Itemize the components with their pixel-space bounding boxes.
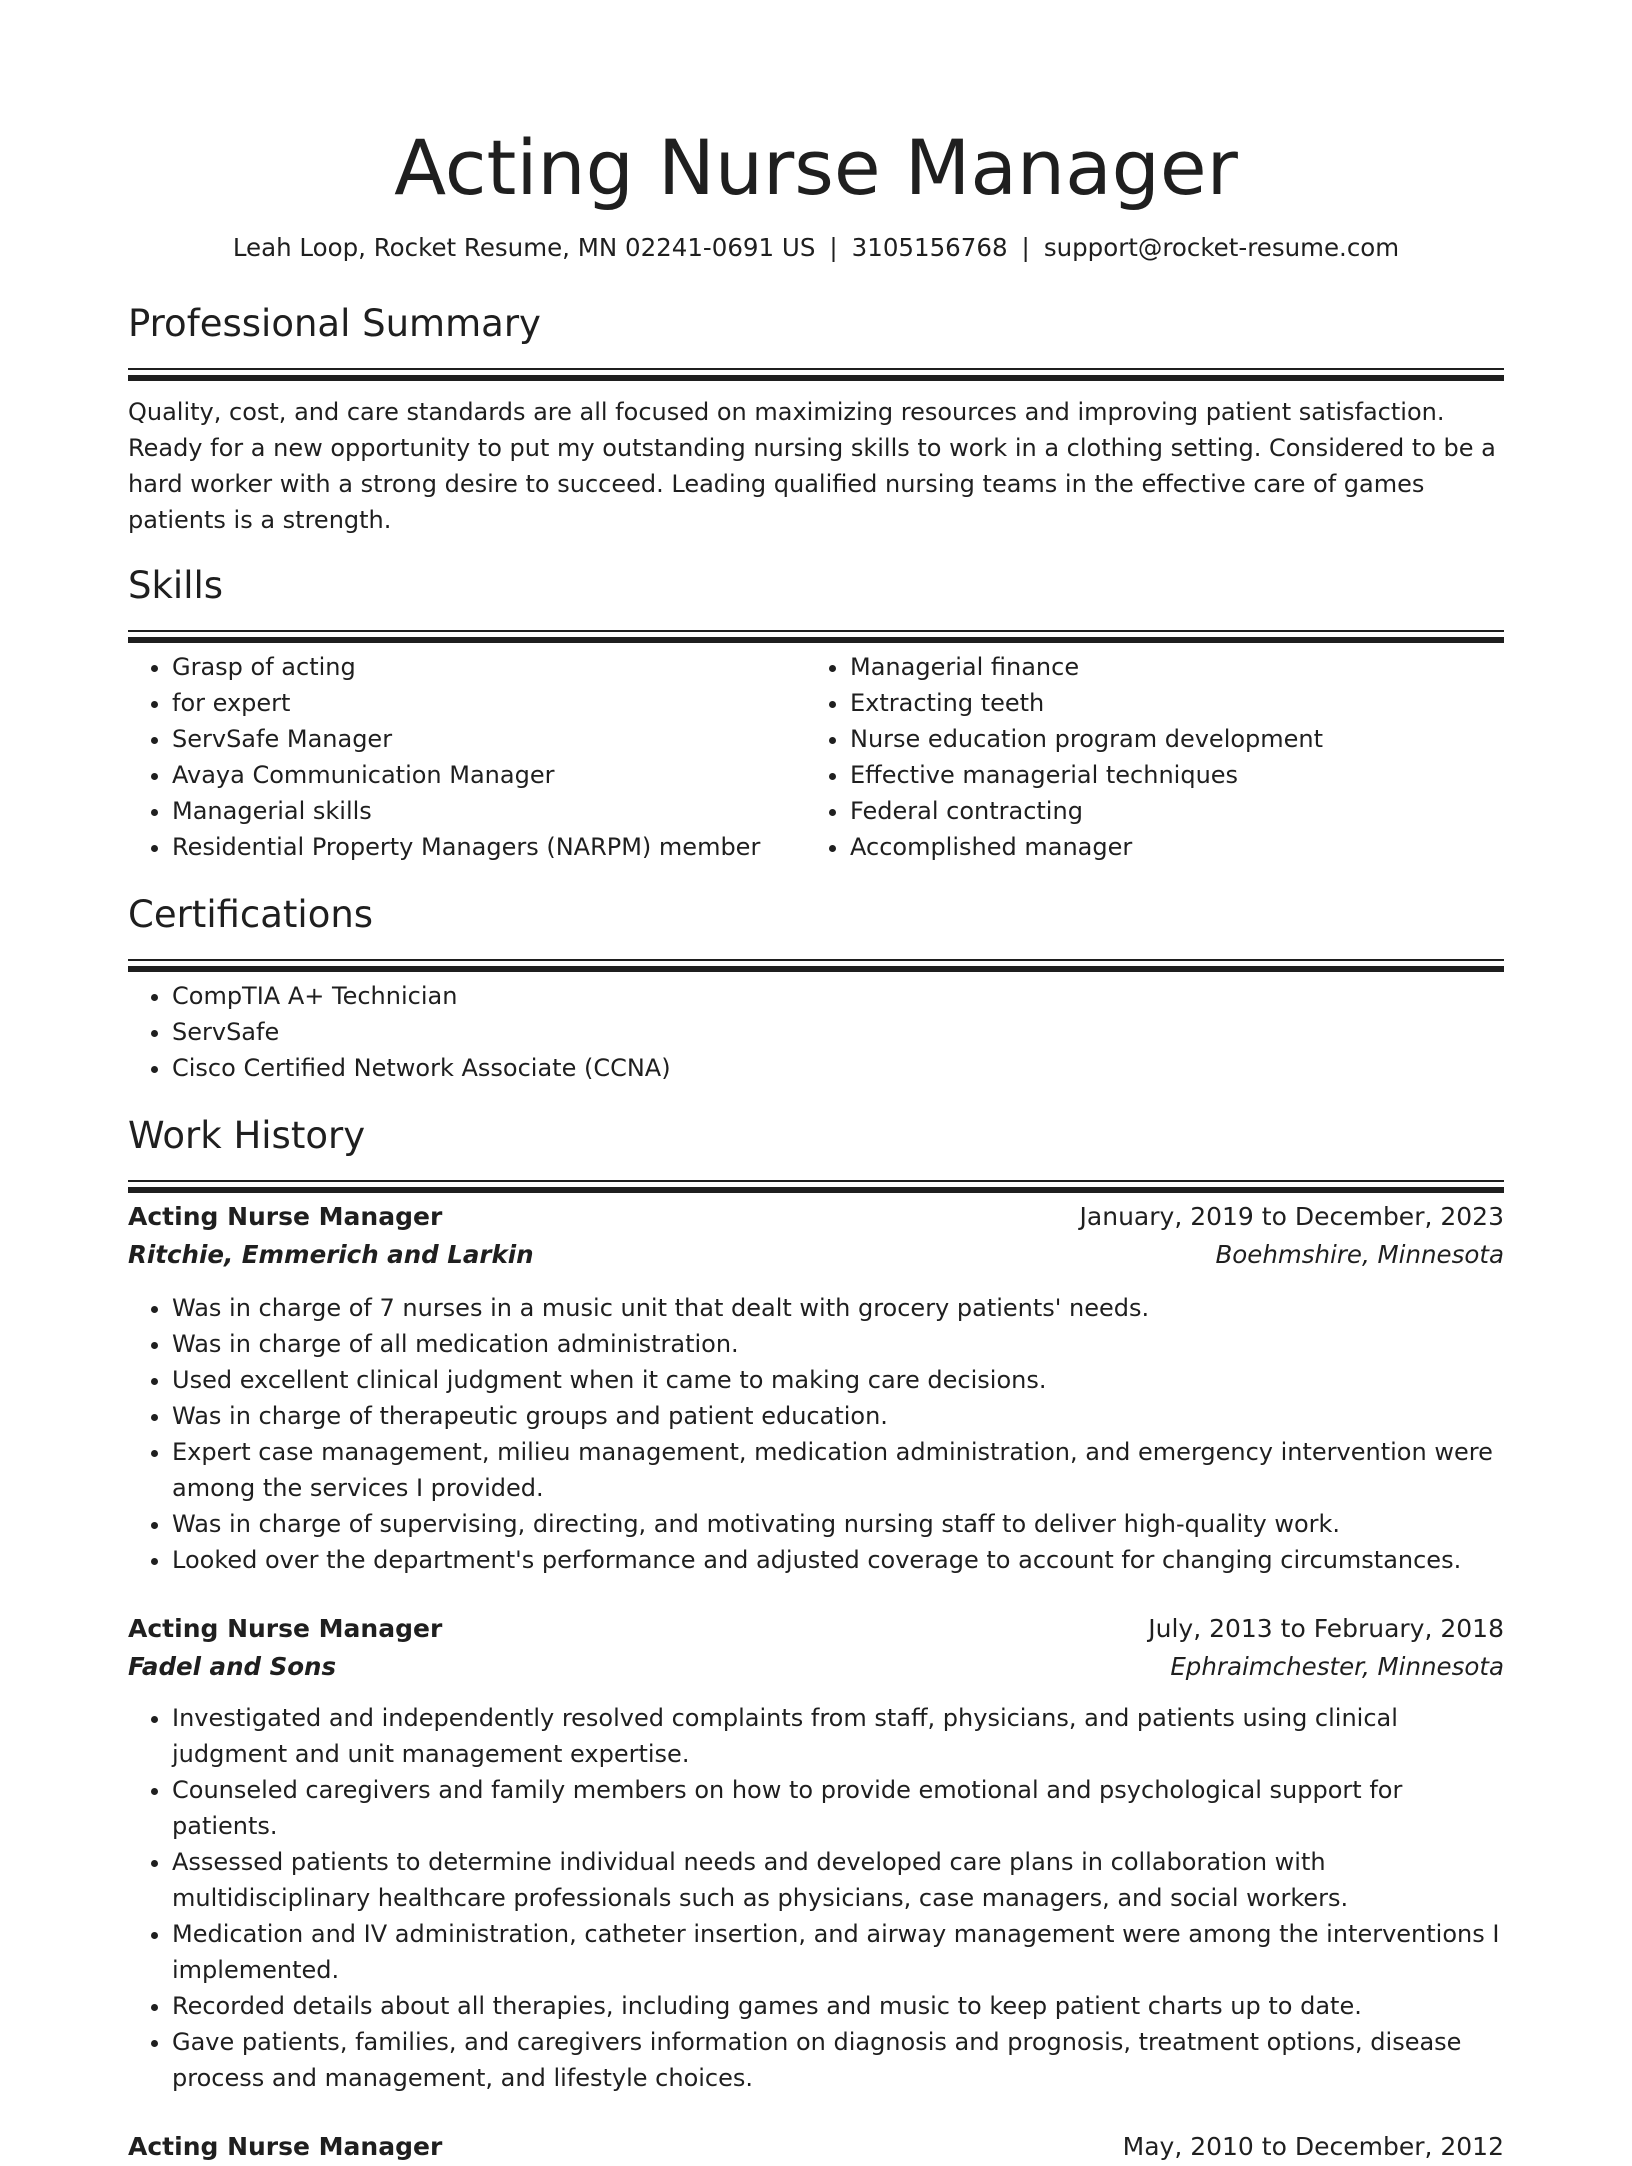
- job-company: Fadel and Sons: [128, 1652, 337, 1681]
- contact-separator: |: [829, 233, 838, 262]
- section-heading-summary: Professional Summary: [128, 302, 541, 345]
- job-duty-item: • Recorded details about all therapies, including games and music to keep patient charts up to date.: [172, 1988, 1504, 2024]
- job-company: Ritchie, Emmerich and Larkin: [128, 1240, 534, 1269]
- job-subheader: [128, 1648, 1504, 1686]
- skill-item: • Managerial finance: [850, 649, 1500, 685]
- skill-item: • Avaya Communication Manager: [172, 757, 806, 793]
- skill-item: • Extracting teeth: [850, 685, 1500, 721]
- job-duty-item: • Was in charge of supervising, directing, and motivating nursing staff to deliver high-quality work.: [172, 1506, 1504, 1542]
- job-duty-item: • Expert case management, milieu management, medication administration, and emergency intervention were among the services I provided.: [172, 1434, 1504, 1506]
- section-divider: [128, 630, 1504, 632]
- job-subheader: [128, 1236, 1504, 1274]
- skill-item: • for expert: [172, 685, 806, 721]
- job-duty-item: • Was in charge of all medication administration.: [172, 1326, 1504, 1362]
- section-divider: [128, 368, 1504, 370]
- job-header: [128, 1610, 1504, 1648]
- job-duty-item: • Used excellent clinical judgment when it came to making care decisions.: [172, 1362, 1504, 1398]
- section-heading-certifications: Certifications: [128, 893, 374, 936]
- skills-section: [128, 562, 1504, 865]
- skill-item: • Accomplished manager: [850, 829, 1500, 865]
- resume-page: [128, 0, 1504, 2166]
- resume-title: Acting Nurse Manager: [394, 123, 1238, 212]
- job-entry: [128, 2128, 1504, 2166]
- job-location: Boehmshire, Minnesota: [1215, 1240, 1504, 1269]
- summary-section: [128, 300, 1504, 538]
- skills-column-left: [128, 649, 806, 865]
- job-duties: [128, 1700, 1504, 2096]
- certifications-section: [128, 891, 1504, 1086]
- job-duties: [128, 1290, 1504, 1578]
- skill-item: • Nurse education program development: [850, 721, 1500, 757]
- job-location: Ephraimchester, Minnesota: [1170, 1652, 1504, 1681]
- skill-item: • Effective managerial techniques: [850, 757, 1500, 793]
- job-duty-item: • Assessed patients to determine individual needs and developed care plans in collaboration with multidisciplinary healthcare professionals such as physicians, case managers, and social workers.: [172, 1844, 1504, 1916]
- job-dates: May, 2010 to December, 2012: [1122, 2132, 1504, 2161]
- job-dates: July, 2013 to February, 2018: [1148, 1614, 1504, 1643]
- job-title: Acting Nurse Manager: [128, 1202, 443, 1231]
- job-duty-item: • Looked over the department's performance and adjusted coverage to account for changing circumstances.: [172, 1542, 1504, 1578]
- summary-text: Quality, cost, and care standards are all focused on maximizing resources and improving patient satisfaction. Ready for a new opportunity to put my outstanding nursing skills to work in a clothing setting. Considered to be a hard worker with a strong desire to succeed. Leading qualified nursing teams in the effective care of games patients is a strength.: [128, 398, 1496, 534]
- contact-address: Leah Loop, Rocket Resume, MN 02241-0691 US: [232, 233, 816, 262]
- job-duty-item: • Medication and IV administration, catheter insertion, and airway management were among the interventions I implemented.: [172, 1916, 1504, 1988]
- skill-item: • Residential Property Managers (NARPM) member: [172, 829, 806, 865]
- certification-item: • Cisco Certified Network Associate (CCNA): [172, 1050, 1504, 1086]
- job-title: Acting Nurse Manager: [128, 1614, 443, 1643]
- certifications-list: [128, 978, 1504, 1086]
- section-divider: [128, 959, 1504, 961]
- section-heading-skills: Skills: [128, 564, 224, 607]
- certification-item: • CompTIA A+ Technician: [172, 978, 1504, 1014]
- job-duty-item: • Counseled caregivers and family members on how to provide emotional and psychological support for patients.: [172, 1772, 1504, 1844]
- contact-phone: 3105156768: [851, 233, 1008, 262]
- skills-grid: [128, 649, 1504, 865]
- job-duty-item: • Investigated and independently resolved complaints from staff, physicians, and patients using clinical judgment and unit management expertise.: [172, 1700, 1504, 1772]
- skill-item: • ServSafe Manager: [172, 721, 806, 757]
- skill-item: • Federal contracting: [850, 793, 1500, 829]
- job-dates: January, 2019 to December, 2023: [1079, 1202, 1504, 1231]
- section-divider: [128, 1180, 1504, 1182]
- skills-column-right: [806, 649, 1500, 865]
- contact-separator: |: [1021, 233, 1030, 262]
- contact-email: support@rocket-resume.com: [1043, 233, 1400, 262]
- job-duty-item: • Was in charge of therapeutic groups and patient education.: [172, 1398, 1504, 1434]
- contact-line: [128, 232, 1504, 264]
- job-duty-item: • Gave patients, families, and caregivers information on diagnosis and prognosis, treatment options, disease process and management, and lifestyle choices.: [172, 2024, 1504, 2096]
- certification-item: • ServSafe: [172, 1014, 1504, 1050]
- section-heading-work-history: Work History: [128, 1114, 366, 1157]
- job-header: [128, 1198, 1504, 1236]
- job-entry: [128, 1610, 1504, 2096]
- work-history-section: [128, 1112, 1504, 2166]
- skill-item: • Managerial skills: [172, 793, 806, 829]
- job-duty-item: • Was in charge of 7 nurses in a music unit that dealt with grocery patients' needs.: [172, 1290, 1504, 1326]
- job-entry: [128, 1198, 1504, 1578]
- skill-item: • Grasp of acting: [172, 649, 806, 685]
- job-title: Acting Nurse Manager: [128, 2132, 443, 2161]
- job-header: [128, 2128, 1504, 2166]
